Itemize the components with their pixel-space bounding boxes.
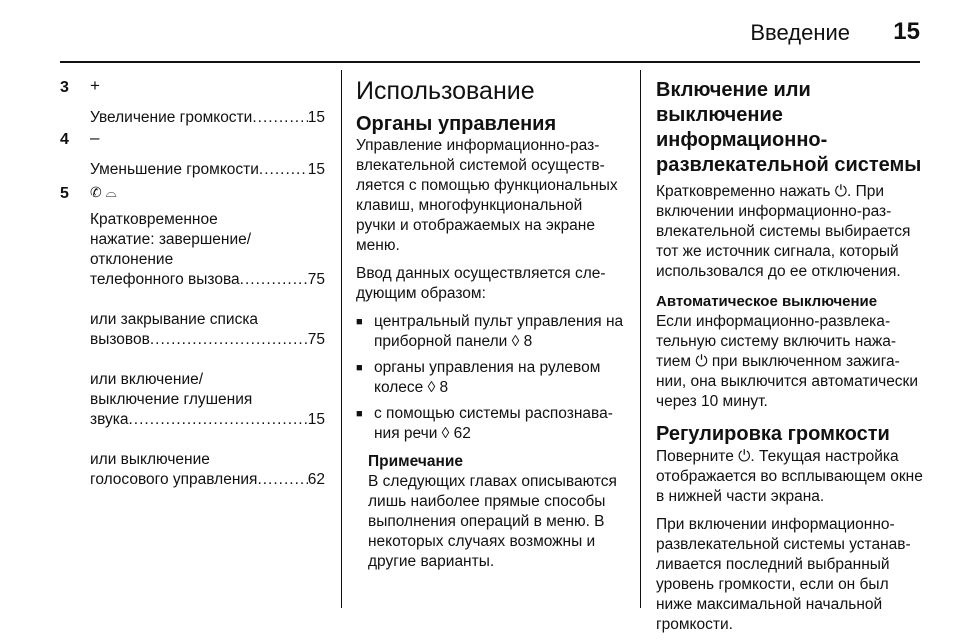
text-line: Кратковременное [90,211,218,228]
list-item: ■ с помощью системы распознавания речи ◊ 62 [356,404,626,444]
dot-leader [257,470,307,490]
note-heading: Примечание [368,453,463,470]
column-divider-2 [640,70,641,608]
heading-volume: Регулировка громкости [656,423,890,445]
list-item: ■ центральный пульт управления на приборной панели ◊ 8 [356,312,626,352]
entry-page: 15 [307,411,325,428]
text-line: нажатие: завершение/ [90,231,252,248]
text-line: отклонение [90,251,174,268]
plus-icon: + [90,76,100,95]
entry-page: 15 [307,109,325,126]
heading-power: Включение или выключение информационно-развлекательной системы [656,79,922,176]
heading-controls: Органы управления [356,113,557,135]
entry-call-list [90,330,325,358]
paragraph: Кратковременно нажать ⏻. При включении информационно-развлекательной системы выбирается тот же источник сигнала, который использовался до ее отключения. [656,183,911,280]
column-power [656,70,924,643]
paragraph: При включении информационно-развлекательной системы устанавливается последний выбранный уровень громкости, если он был ниже максимальной начальной громкости. [656,516,911,633]
entry-text: Увеличение громкости [90,109,253,126]
entry-text: звука [90,411,129,428]
heading-auto-off: Автоматическое выключение [656,293,878,310]
entry-mute [90,410,325,438]
phone-icon: ✆ ⌓ [90,184,117,200]
paragraph: Поверните ⏻. Текущая настройка отображается во всплывающем окне в нижней части экрана. [656,448,923,505]
page-number: 15 [893,18,920,45]
dot-leader [240,270,308,290]
entry-text: телефонного вызова [90,271,240,288]
text-line: или включение/ [90,371,204,388]
entry-volume-down [90,160,325,188]
text-line: или закрывание списка [90,311,259,328]
column-usage [356,70,626,572]
entry-page: 75 [307,331,325,348]
page-header [0,0,960,62]
entry-call-end [90,270,325,298]
item-number-5: 5 [60,185,69,202]
paragraph: Ввод данных осуществляется следующим образом: [356,265,606,302]
dot-leader [129,410,308,430]
text-line: выключение глушения [90,391,253,408]
item-number-3: 3 [60,79,69,96]
entry-phone-functions [90,210,325,498]
entry-voice-control [90,470,325,498]
item-number-4: 4 [60,131,69,148]
dot-leader [150,330,308,350]
entry-page: 15 [307,161,325,178]
entry-text: вызовов [90,331,150,348]
entry-text: Уменьшение громкости [90,161,259,178]
dot-leader [259,160,308,180]
list-item: ■ органы управления на рулевом колесе ◊ 8 [356,358,626,398]
header-rule [60,61,920,63]
bullet-list [356,312,626,444]
entry-volume-up [90,108,325,136]
section-title: Введение [750,20,850,45]
entry-page: 75 [307,271,325,288]
text-line: или выключение [90,451,210,468]
column-divider-1 [341,70,342,608]
entry-page: 62 [307,471,325,488]
dot-leader [252,108,307,128]
minus-icon: – [90,128,100,147]
note-text: В следующих главах описываются лишь наиболее прямые способы выполнения операций в меню. В некоторых случаях возможны и другие варианты. [368,473,617,570]
entry-text: голосового управления [90,471,258,488]
heading-usage: Использование [356,77,535,105]
paragraph: Управление информационно-развлекательной системой осуществляется с помощью функциональных клавиш, многофункциональной ручки и отображаемых на экране меню. [356,137,618,254]
paragraph: Если информационно-развлекательную систему включить нажатием ⏻ при выключенном зажигании, она выключится автоматически через 10 минут. [656,313,919,410]
